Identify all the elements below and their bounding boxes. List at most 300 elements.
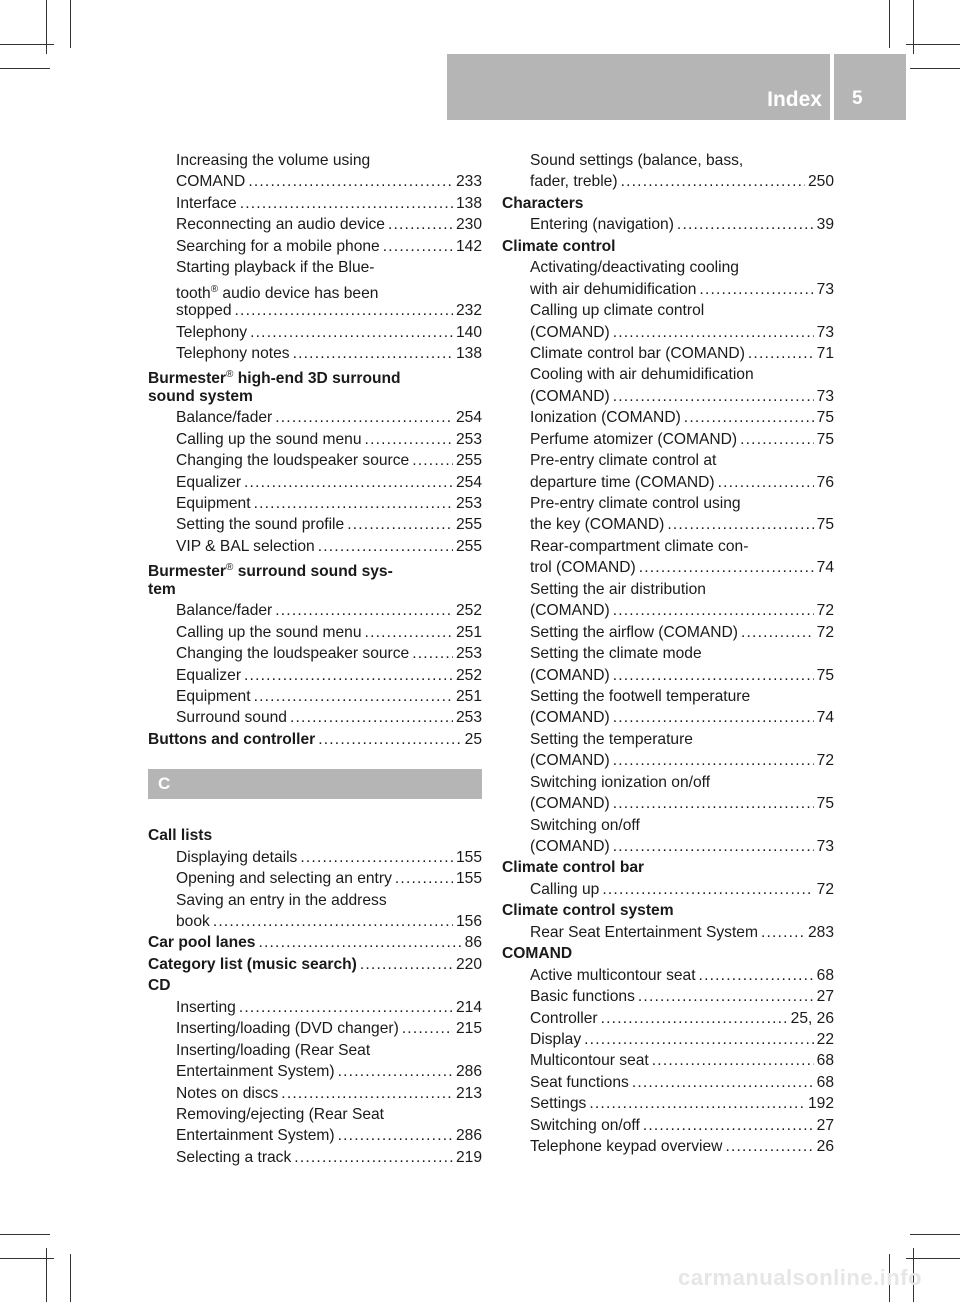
index-entry xyxy=(502,214,834,235)
index-entry xyxy=(148,1147,482,1168)
page-reference: 75 xyxy=(816,666,834,684)
entry-text: Display xyxy=(530,1030,582,1048)
dot-leader xyxy=(718,472,814,493)
page-reference: 251 xyxy=(455,687,482,705)
entry-text: Saving an entry in the address xyxy=(176,891,387,909)
dot-leader xyxy=(652,1050,814,1071)
entry-text: (COMAND) xyxy=(530,602,610,620)
index-entry xyxy=(148,150,482,171)
index-entry xyxy=(148,257,482,278)
entry-text: Removing/ejecting (Rear Seat xyxy=(176,1105,385,1123)
entry-text: Buttons and controller xyxy=(148,730,316,748)
dot-leader xyxy=(643,1115,814,1136)
entry-text: (COMAND) xyxy=(530,709,610,727)
index-heading xyxy=(148,729,482,750)
page-reference: 253 xyxy=(455,645,482,663)
page-title: Index xyxy=(767,88,822,111)
footer xyxy=(0,1258,960,1298)
dot-leader xyxy=(589,1093,805,1114)
entry-text: COMAND xyxy=(502,945,573,963)
page-reference: 250 xyxy=(807,173,834,191)
entry-text: departure time (COMAND) xyxy=(530,473,715,491)
dot-leader xyxy=(244,472,453,493)
dot-leader xyxy=(395,868,453,889)
index-heading xyxy=(148,975,482,996)
dot-leader xyxy=(613,836,814,857)
index-entry xyxy=(502,472,834,493)
dot-leader xyxy=(684,407,814,428)
page-reference: 214 xyxy=(455,998,482,1016)
index-entry xyxy=(148,343,482,364)
page-reference: 142 xyxy=(455,237,482,255)
crop-mark xyxy=(0,1234,50,1235)
index-entry xyxy=(148,847,482,868)
entry-text: book xyxy=(176,913,210,930)
entry-text: Seat functions xyxy=(530,1073,629,1091)
entry-text: COMAND xyxy=(176,173,246,191)
page-reference: 73 xyxy=(816,280,834,298)
index-entry xyxy=(148,600,482,621)
dot-leader xyxy=(213,911,453,932)
index-entry xyxy=(502,514,834,535)
index-letter-heading: C xyxy=(148,769,482,799)
index-entry xyxy=(502,622,834,643)
crop-mark xyxy=(0,68,50,69)
index-entry xyxy=(502,1115,834,1136)
entry-text: Characters xyxy=(502,194,584,212)
index-entry xyxy=(502,407,834,428)
index-entry xyxy=(502,600,834,621)
dot-leader xyxy=(613,665,814,686)
dot-leader xyxy=(240,193,453,214)
entry-text: (COMAND) xyxy=(530,666,610,684)
entry-text: Starting playback if the Blue- xyxy=(176,259,375,277)
entry-text: Setting the air distribution xyxy=(530,580,706,598)
entry-text: Active multicontour seat xyxy=(530,966,696,984)
entry-text: Call lists xyxy=(148,827,213,845)
entry-text: Increasing the volume using xyxy=(176,152,371,169)
index-entry xyxy=(502,364,834,385)
entry-text: VIP & BAL selection xyxy=(176,537,315,555)
entry-text: (COMAND) xyxy=(530,752,610,770)
index-entry xyxy=(502,579,834,600)
index-entry xyxy=(502,150,834,171)
entry-text: Inserting/loading (Rear Seat xyxy=(176,1041,371,1059)
page-reference: 68 xyxy=(816,1052,834,1070)
entry-text: tem xyxy=(148,580,176,598)
crop-mark xyxy=(70,0,71,48)
entry-text: Controller xyxy=(530,1009,598,1027)
index-entry xyxy=(502,279,834,300)
dot-leader xyxy=(338,1061,453,1082)
entry-text: (COMAND) xyxy=(530,323,610,341)
entry-text: Entertainment System) xyxy=(176,1063,335,1081)
entry-text: fader, treble) xyxy=(530,173,618,191)
entry-text: Calling up climate control xyxy=(530,302,705,320)
page-reference: 138 xyxy=(455,344,482,362)
index-entry xyxy=(502,707,834,728)
index-entry xyxy=(148,1040,482,1061)
dot-leader xyxy=(725,1136,813,1157)
page-reference: 233 xyxy=(455,173,482,191)
page-reference: 68 xyxy=(816,1073,834,1091)
dot-leader xyxy=(677,214,814,235)
index-entry xyxy=(502,536,834,557)
index-entry xyxy=(502,750,834,771)
entry-text: Climate control xyxy=(502,237,616,255)
dot-leader xyxy=(632,1072,814,1093)
index-entry xyxy=(502,300,834,321)
page-reference: 27 xyxy=(816,988,834,1006)
page-reference: 72 xyxy=(816,880,834,898)
entry-text: Switching on/off xyxy=(530,1116,640,1134)
index-entry xyxy=(148,514,482,535)
page-reference: 25, 26 xyxy=(790,1009,834,1027)
dot-leader xyxy=(250,322,453,343)
dot-leader xyxy=(244,665,453,686)
entry-text: Inserting/loading (DVD changer) xyxy=(176,1020,399,1038)
index-entry xyxy=(502,386,834,407)
dot-leader xyxy=(294,1147,453,1168)
index-entry xyxy=(148,911,482,932)
page-reference: 192 xyxy=(807,1095,834,1113)
entry-text: Settings xyxy=(530,1095,587,1113)
dot-leader xyxy=(613,600,814,621)
index-entry xyxy=(148,536,482,557)
dot-leader xyxy=(248,171,453,192)
entry-text: Equipment xyxy=(176,687,251,705)
entry-text: Activating/deactivating cooling xyxy=(530,259,739,277)
page-number: 5 xyxy=(852,88,863,109)
index-entry xyxy=(148,193,482,214)
index-entry xyxy=(148,890,482,911)
index-entry xyxy=(148,686,482,707)
dot-leader xyxy=(584,1029,814,1050)
index-entry xyxy=(502,1136,834,1157)
entry-text: Sound settings (balance, bass, xyxy=(530,152,744,169)
index-entry xyxy=(148,407,482,428)
entry-text: Searching for a mobile phone xyxy=(176,237,380,255)
dot-leader xyxy=(235,300,453,321)
index-entry xyxy=(148,1061,482,1082)
dot-leader xyxy=(741,622,814,643)
entry-text: Interface xyxy=(176,194,237,212)
index-entry xyxy=(502,343,834,364)
index-entry xyxy=(148,1125,482,1146)
page-reference: 22 xyxy=(816,1030,834,1048)
index-entry xyxy=(148,214,482,235)
index-entry xyxy=(148,1104,482,1125)
entry-text: Setting the sound profile xyxy=(176,516,345,534)
dot-leader xyxy=(281,1083,453,1104)
page-reference: 219 xyxy=(455,1148,482,1166)
page-reference: 253 xyxy=(455,495,482,512)
entry-text: Displaying details xyxy=(176,848,298,866)
entry-text: Changing the loudspeaker source xyxy=(176,645,410,663)
index-entry xyxy=(148,472,482,493)
index-entry xyxy=(502,1029,834,1050)
page-reference: 253 xyxy=(455,430,482,448)
dot-leader xyxy=(258,932,461,953)
entry-text: Cooling with air dehumidification xyxy=(530,366,754,384)
index-entry xyxy=(148,236,482,257)
dot-leader xyxy=(318,536,453,557)
index-entry xyxy=(502,772,834,793)
entry-text: Equipment xyxy=(176,495,251,512)
crop-mark xyxy=(46,0,47,54)
page-reference: 213 xyxy=(455,1084,482,1102)
index-entry xyxy=(502,322,834,343)
dot-leader xyxy=(613,707,814,728)
entry-text: Surround sound xyxy=(176,709,287,727)
page-reference: 72 xyxy=(816,623,834,641)
page-reference: 155 xyxy=(455,848,482,866)
page-reference: 255 xyxy=(455,537,482,555)
dot-leader xyxy=(602,879,813,900)
page-reference: 72 xyxy=(816,752,834,770)
page-reference: 74 xyxy=(816,559,834,577)
crop-mark xyxy=(889,0,890,48)
index-entry xyxy=(502,1072,834,1093)
entry-text: Calling up the sound menu xyxy=(176,430,362,448)
index-entry xyxy=(502,665,834,686)
dot-leader xyxy=(275,407,453,428)
index-heading xyxy=(148,825,482,846)
page-reference: 155 xyxy=(455,870,482,888)
entry-text: Rear Seat Entertainment System xyxy=(530,923,758,941)
index-entry xyxy=(148,997,482,1018)
page-reference: 140 xyxy=(455,323,482,341)
page-reference: 86 xyxy=(464,934,482,952)
page-reference: 75 xyxy=(816,516,834,534)
dot-leader xyxy=(293,343,453,364)
page-reference: 286 xyxy=(455,1127,482,1145)
index-entry xyxy=(148,171,482,192)
index-entry xyxy=(502,257,834,278)
entry-text: Entertainment System) xyxy=(176,1127,335,1145)
crop-mark xyxy=(910,68,960,69)
dot-leader xyxy=(239,997,453,1018)
dot-leader xyxy=(383,236,453,257)
watermark-text: carmanualsonline.info xyxy=(678,1265,922,1290)
index-entry xyxy=(148,643,482,664)
entry-text: Opening and selecting an entry xyxy=(176,870,392,888)
index-entry xyxy=(502,686,834,707)
entry-text: Climate control bar (COMAND) xyxy=(530,344,745,362)
entry-text: Burmester® high-end 3D surround xyxy=(148,369,401,388)
page-reference: 68 xyxy=(816,966,834,984)
entry-text: sound system xyxy=(148,387,253,405)
header-divider xyxy=(830,54,834,120)
index-entry xyxy=(148,1083,482,1104)
entry-text: Switching ionization on/off xyxy=(530,773,711,791)
index-letter-section xyxy=(148,750,482,825)
page-reference: 255 xyxy=(455,452,482,470)
entry-text: Car pool lanes xyxy=(148,934,256,952)
crop-mark xyxy=(910,1234,960,1235)
index-heading xyxy=(502,857,834,878)
index-entry xyxy=(502,922,834,943)
entry-text: Calling up the sound menu xyxy=(176,623,362,641)
index-entry xyxy=(148,707,482,728)
page-reference: 76 xyxy=(816,473,834,491)
page-reference: 254 xyxy=(455,409,482,427)
entry-text: Climate control system xyxy=(502,902,674,920)
index-entry xyxy=(502,429,834,450)
index-entry xyxy=(502,493,834,514)
dot-leader xyxy=(613,322,814,343)
index-column-right xyxy=(502,150,834,1158)
dot-leader xyxy=(621,171,805,192)
index-entry xyxy=(502,729,834,750)
index-entry xyxy=(148,279,482,300)
index-entry xyxy=(502,879,834,900)
index-entry xyxy=(148,450,482,471)
dot-leader xyxy=(699,965,814,986)
index-heading xyxy=(148,932,482,953)
index-heading xyxy=(502,236,834,257)
page-reference: 39 xyxy=(816,216,834,234)
entry-text: tooth® audio device has been xyxy=(176,283,379,302)
dot-leader xyxy=(347,514,453,535)
entry-text: Multicontour seat xyxy=(530,1052,649,1070)
page-reference: 220 xyxy=(455,955,482,973)
entry-text: Rear-compartment climate con- xyxy=(530,537,749,555)
dot-leader xyxy=(300,847,453,868)
index-heading xyxy=(148,954,482,975)
page-reference: 283 xyxy=(807,923,834,941)
entry-text: Notes on discs xyxy=(176,1084,279,1102)
entry-text: Setting the temperature xyxy=(530,730,693,748)
entry-text: Climate control bar xyxy=(502,859,645,877)
crop-mark xyxy=(906,44,960,45)
index-entry xyxy=(148,622,482,643)
page-reference: 73 xyxy=(816,323,834,341)
dot-leader xyxy=(318,729,461,750)
registered-mark: ® xyxy=(210,283,219,295)
crop-mark xyxy=(913,0,914,54)
page-reference: 232 xyxy=(455,302,482,320)
dot-leader xyxy=(613,793,814,814)
index-entry xyxy=(502,1050,834,1071)
page-reference: 27 xyxy=(816,1116,834,1134)
page-reference: 73 xyxy=(816,838,834,855)
dot-leader xyxy=(638,986,814,1007)
page-reference: 254 xyxy=(455,473,482,491)
page-reference: 251 xyxy=(455,623,482,641)
dot-leader xyxy=(748,343,814,364)
dot-leader xyxy=(740,429,814,450)
entry-text: Balance/fader xyxy=(176,409,273,427)
index-entry xyxy=(502,793,834,814)
index-heading xyxy=(502,943,834,964)
index-entry xyxy=(502,986,834,1007)
index-heading xyxy=(148,557,482,581)
entry-text: trol (COMAND) xyxy=(530,559,636,577)
index-entry xyxy=(502,1093,834,1114)
entry-text: Balance/fader xyxy=(176,602,273,620)
entry-text: (COMAND) xyxy=(530,795,610,813)
dot-leader xyxy=(275,600,453,621)
dot-leader xyxy=(365,429,453,450)
index-entry xyxy=(502,450,834,471)
entry-text: Basic functions xyxy=(530,988,635,1006)
entry-text: Inserting xyxy=(176,998,236,1016)
page-reference: 75 xyxy=(816,795,834,813)
page-reference: 26 xyxy=(816,1138,834,1156)
dot-leader xyxy=(601,1008,788,1029)
entry-text: Calling up xyxy=(530,880,600,898)
page-reference: 71 xyxy=(816,344,834,362)
dot-leader xyxy=(360,954,453,975)
entry-text: stopped xyxy=(176,302,232,320)
dot-leader xyxy=(699,279,813,300)
index-heading xyxy=(502,900,834,921)
dot-leader xyxy=(254,686,453,707)
dot-leader xyxy=(613,750,814,771)
entry-text: Reconnecting an audio device xyxy=(176,216,385,234)
dot-leader xyxy=(402,1018,453,1039)
page-reference: 215 xyxy=(455,1020,482,1038)
entry-text: Selecting a track xyxy=(176,1148,292,1166)
entry-text: Perfume atomizer (COMAND) xyxy=(530,430,738,448)
page-reference: 230 xyxy=(455,216,482,234)
entry-text: Pre-entry climate control using xyxy=(530,495,741,512)
entry-text: Ionization (COMAND) xyxy=(530,409,681,427)
page-reference: 255 xyxy=(455,516,482,534)
entry-text: Pre-entry climate control at xyxy=(530,452,717,470)
index-entry xyxy=(502,557,834,578)
dot-leader xyxy=(639,557,814,578)
entry-text: Equalizer xyxy=(176,473,242,491)
dot-leader xyxy=(365,622,453,643)
entry-text: the key (COMAND) xyxy=(530,516,665,534)
page-reference: 286 xyxy=(455,1063,482,1081)
page-reference: 156 xyxy=(455,913,482,930)
entry-text: Burmester® surround sound sys- xyxy=(148,562,393,581)
dot-leader xyxy=(667,514,813,535)
page-reference: 74 xyxy=(816,709,834,727)
entry-text: Setting the airflow (COMAND) xyxy=(530,623,738,641)
index-entry xyxy=(148,322,482,343)
entry-text: (COMAND) xyxy=(530,387,610,405)
entry-text: with air dehumidification xyxy=(530,280,697,298)
entry-text: Changing the loudspeaker source xyxy=(176,452,410,470)
entry-text: Category list (music search) xyxy=(148,955,357,973)
index-entry xyxy=(148,665,482,686)
index-entry xyxy=(148,300,482,321)
index-entry xyxy=(502,836,834,857)
index-column-left xyxy=(148,150,482,1168)
index-entry xyxy=(148,868,482,889)
index-entry xyxy=(148,493,482,514)
entry-text: Telephony notes xyxy=(176,344,290,362)
dot-leader xyxy=(613,386,814,407)
dot-leader xyxy=(254,493,453,514)
entry-text: Equalizer xyxy=(176,666,242,684)
index-entry xyxy=(502,1008,834,1029)
page-reference: 75 xyxy=(816,409,834,427)
index-heading xyxy=(148,364,482,388)
index-entry xyxy=(502,815,834,836)
index-entry xyxy=(502,171,834,192)
index-entry xyxy=(148,429,482,450)
page-reference: 138 xyxy=(455,194,482,212)
index-entry xyxy=(502,965,834,986)
dot-leader xyxy=(290,707,453,728)
dot-leader xyxy=(338,1125,453,1146)
entry-text: Setting the climate mode xyxy=(530,645,702,663)
